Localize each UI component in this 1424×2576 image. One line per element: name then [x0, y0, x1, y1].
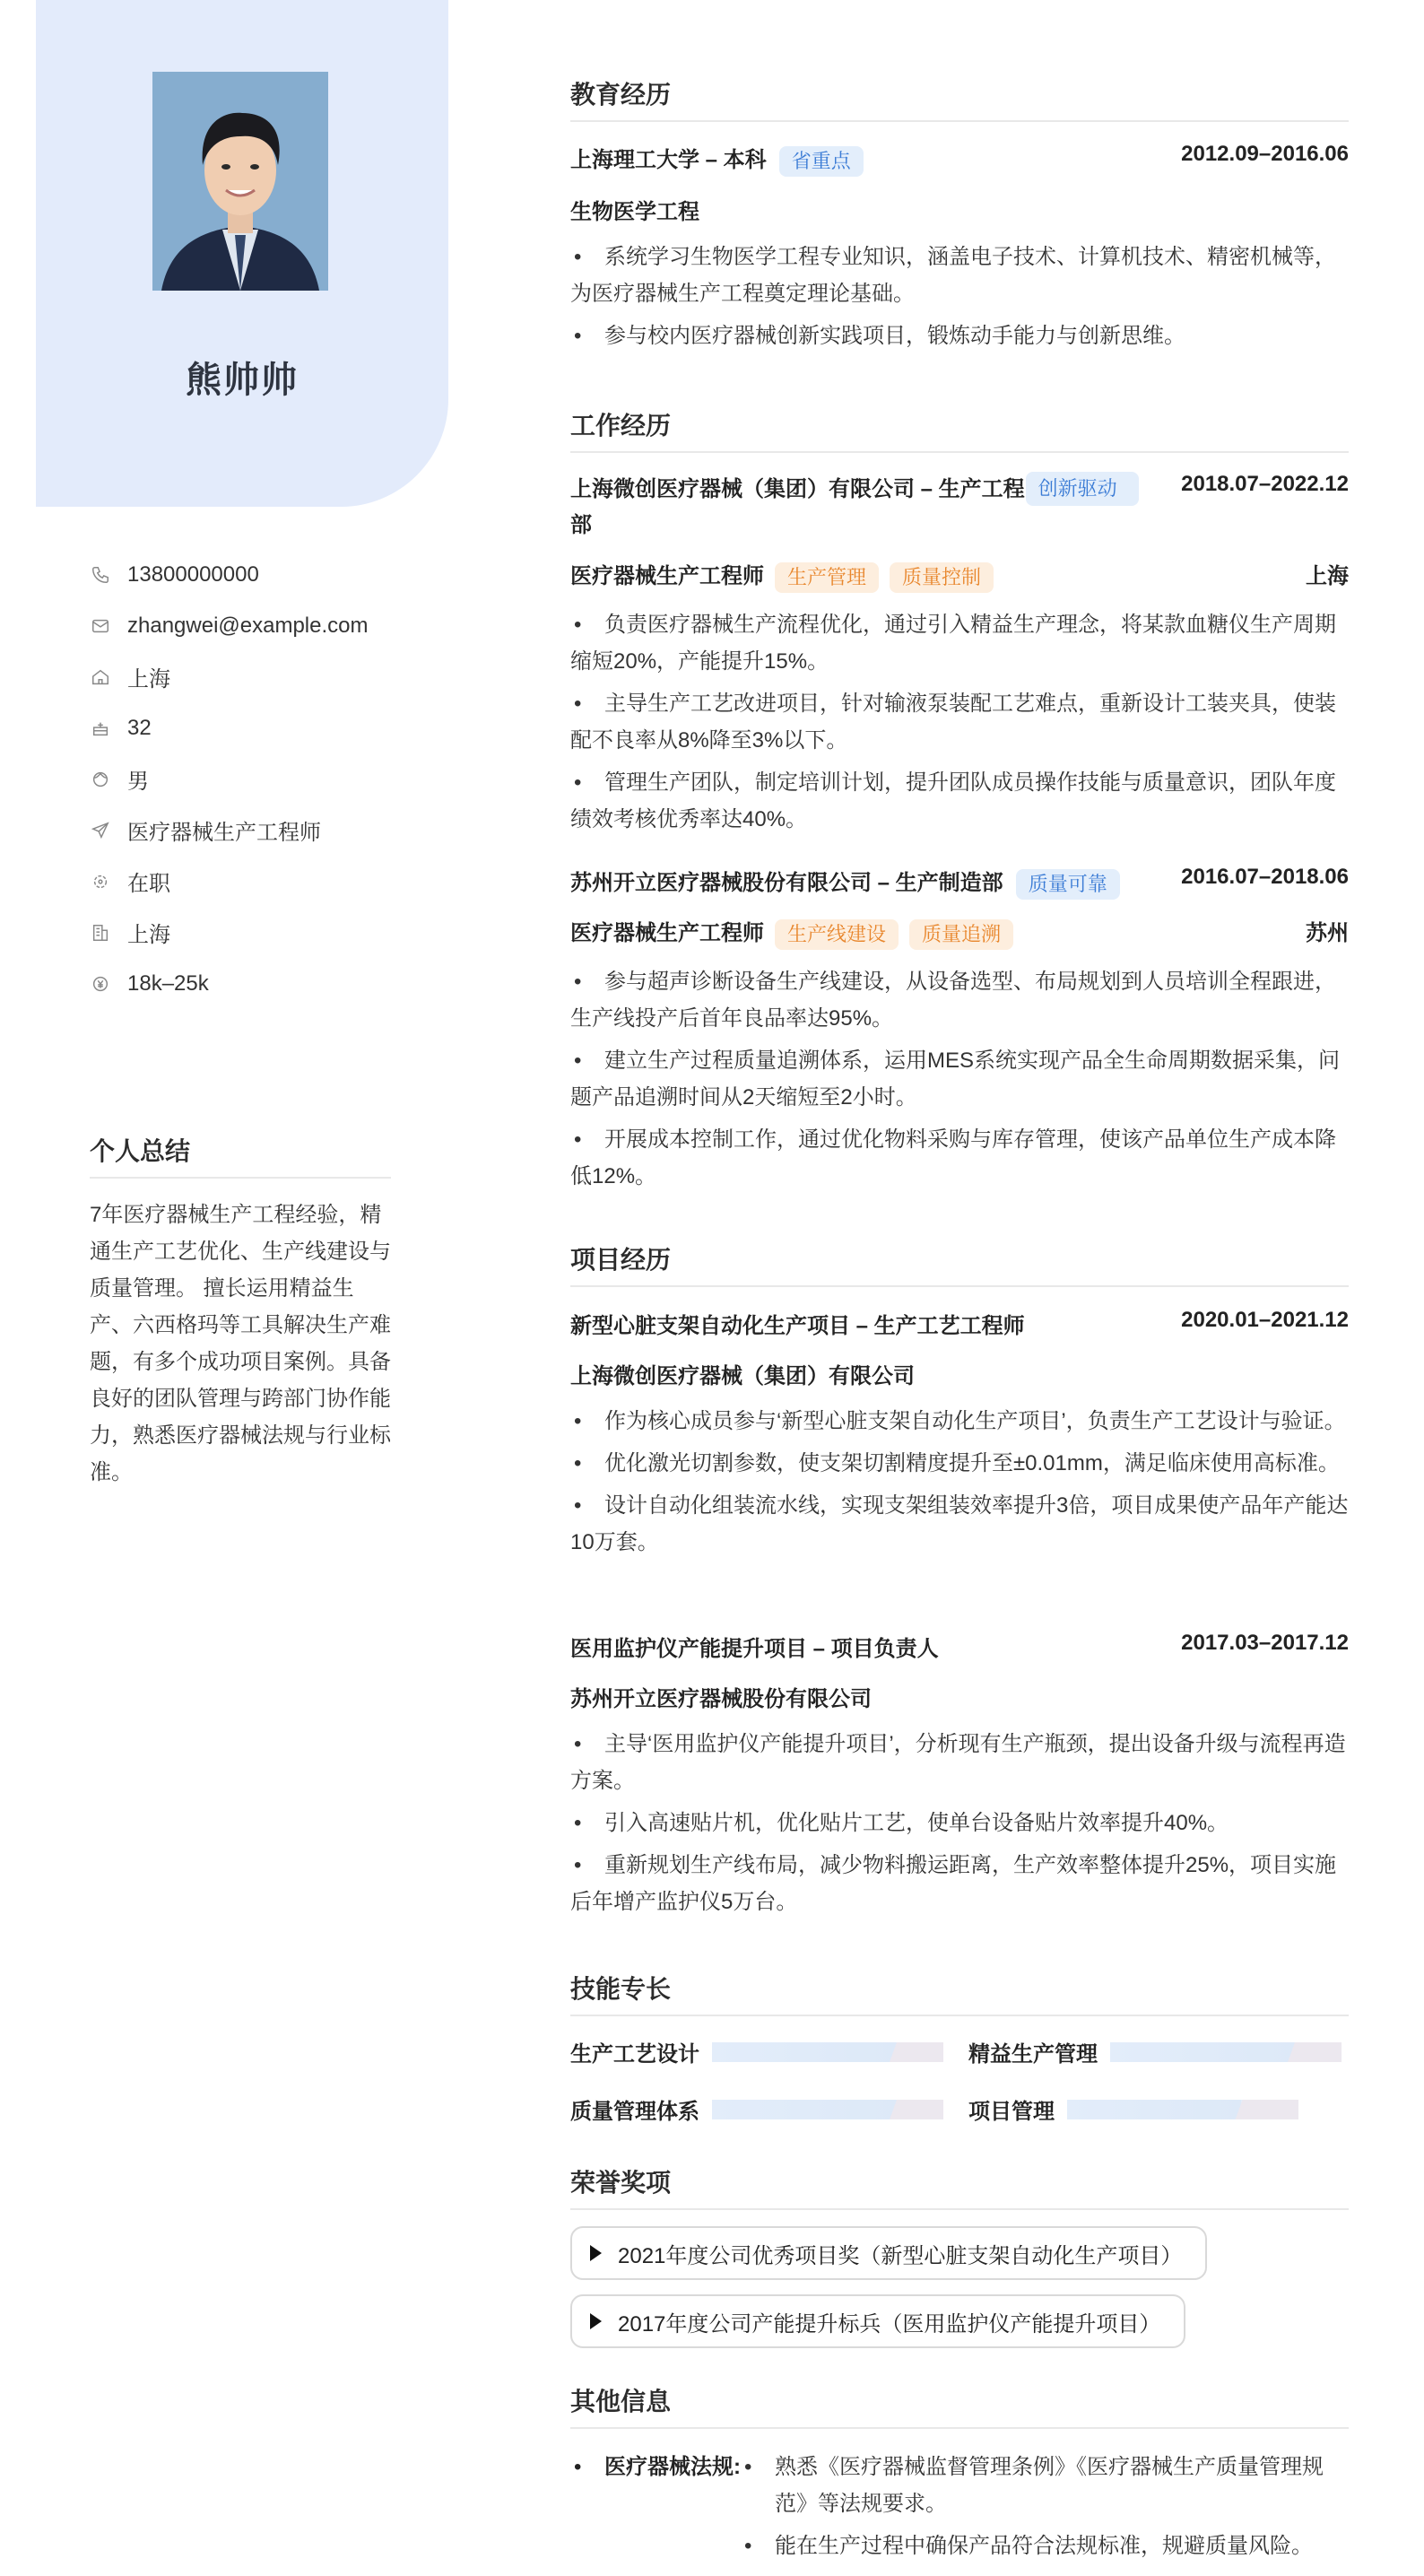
job-date: 2018.07–2022.12	[1181, 472, 1349, 496]
summary-title: 个人总结	[90, 1132, 391, 1179]
skill-bar	[1067, 2100, 1298, 2119]
contact-value: 18k–25k	[127, 970, 209, 996]
avatar	[152, 72, 328, 291]
contact-value: zhangwei@example.com	[127, 613, 369, 638]
job-bullets	[570, 606, 1349, 843]
award-item[interactable]	[570, 2294, 1185, 2348]
honors-title: 荣誉奖项	[570, 2163, 1349, 2210]
other-key: • 医疗器械法规:	[570, 2449, 741, 2570]
contact-age	[90, 702, 448, 753]
other-info	[570, 2449, 1349, 2570]
list-item: • 开展成本控制工作，通过优化物料采购与库存管理，使该产品单位生产成本降低12%。	[570, 1121, 1349, 1195]
education-header	[570, 142, 1349, 177]
skill-item	[570, 2093, 943, 2125]
list-item: • 参与校内医疗器械创新实践项目，锻炼动手能力与创新思维。	[570, 318, 1349, 354]
other-title: 其他信息	[570, 2382, 1349, 2429]
job-tag: 创新驱动	[1026, 472, 1139, 506]
project-header	[570, 1631, 1349, 1662]
job-role-line	[570, 915, 1013, 950]
list-item: • 管理生产团队，制定培训计划，提升团队成员操作技能与质量意识，团队年度绩效考核优秀率达40%。	[570, 764, 1349, 838]
gender-icon	[90, 769, 111, 790]
job-role: 医疗器械生产工程师	[570, 921, 764, 945]
contact-city	[90, 907, 448, 958]
list-item: • 负责医疗器械生产流程优化，通过引入精益生产理念，将某款血糖仪生产周期缩短20%，产能提升15%。	[570, 606, 1349, 680]
contact-position	[90, 805, 448, 856]
contact-phone	[90, 549, 448, 600]
projects-title: 项目经历	[570, 1240, 1349, 1287]
job-role-row	[570, 915, 1349, 950]
job-role-line	[570, 558, 994, 593]
phone-icon	[90, 564, 111, 586]
list-item: • 重新规划生产线布局，减少物料搬运距离，生产效率整体提升25%，项目实施后年增产监护仪5万台。	[570, 1847, 1349, 1920]
list-item	[741, 2449, 1349, 2522]
skill-name: 生产工艺设计	[570, 2042, 699, 2067]
job-city: 上海	[1306, 564, 1349, 588]
education-major: 生物医学工程	[570, 200, 699, 224]
project-bullets	[570, 1726, 1349, 1926]
building-icon	[90, 922, 111, 944]
education-tag: 省重点	[779, 146, 864, 177]
education-school: 上海理工大学 – 本科	[570, 148, 767, 172]
project-header	[570, 1308, 1349, 1339]
triangle-right-icon	[590, 2245, 602, 2261]
contact-salary	[90, 958, 448, 1009]
salary-icon	[90, 973, 111, 995]
job-role-row	[570, 558, 1349, 593]
project-name: 新型心脏支架自动化生产项目 – 生产工艺工程师	[570, 1314, 1025, 1338]
contact-value: 13800000000	[127, 561, 259, 587]
education-date: 2012.09–2016.06	[1181, 142, 1349, 166]
job-tag: 质量可靠	[1016, 869, 1120, 900]
job-header	[570, 472, 1349, 544]
project-bullets	[570, 1403, 1349, 1566]
skill-remaining	[1227, 2100, 1298, 2119]
status-icon	[90, 871, 111, 892]
job-role: 医疗器械生产工程师	[570, 564, 764, 588]
profile-card	[36, 0, 448, 507]
skill-name: 精益生产管理	[968, 2042, 1098, 2067]
education-bullets	[570, 239, 1349, 360]
contact-home	[90, 651, 448, 702]
skill-fill	[712, 2042, 897, 2062]
role-tag: 生产管理	[775, 562, 879, 593]
list-item: • 设计自动化组装流水线，实现支架组装效率提升3倍，项目成果使产品年产能达10万套。	[570, 1487, 1349, 1561]
contact-value: 在职	[127, 872, 170, 896]
award-text: 2017年度公司产能提升标兵（医用监护仪产能提升项目）	[618, 2311, 1161, 2337]
role-tag: 质量控制	[890, 562, 994, 593]
skill-item	[570, 2036, 943, 2067]
contact-value: 医疗器械生产工程师	[127, 821, 321, 845]
job-bullets	[570, 963, 1349, 1200]
skill-remaining	[883, 2042, 943, 2062]
project-date: 2017.03–2017.12	[1181, 1631, 1349, 1655]
cake-icon	[90, 718, 111, 739]
job-company-line	[570, 865, 1120, 900]
list-item-text: • 熟悉《医疗器械监督管理条例》《医疗器械生产质量管理规范》等法规要求。	[775, 2455, 1324, 2516]
skill-bar	[1110, 2042, 1342, 2062]
award-item[interactable]	[570, 2226, 1207, 2280]
home-icon	[90, 666, 111, 688]
job-header	[570, 865, 1349, 900]
mail-icon	[90, 615, 111, 637]
education-title: 教育经历	[570, 75, 1349, 122]
list-item: • 系统学习生物医学工程专业知识，涵盖电子技术、计算机技术、精密机械等，为医疗器械生产工程奠定理论基础。	[570, 239, 1349, 312]
job-tag-wrap	[1026, 472, 1139, 506]
skills-title: 技能专长	[570, 1970, 1349, 2016]
list-item: • 建立生产过程质量追溯体系，运用MES系统实现产品全生命周期数据采集，问题产品追溯时间从2天缩短至2小时。	[570, 1042, 1349, 1116]
contact-value: 上海	[127, 923, 170, 947]
project-company: 上海微创医疗器械（集团）有限公司	[570, 1364, 915, 1388]
job-company: 上海微创医疗器械（集团）有限公司 – 生产工程部	[570, 477, 1025, 537]
summary-text: 7年医疗器械生产工程经验，精通生产工艺优化、生产线建设与质量管理。 擅长运用精益生产、六西格玛等工具解决生产难题，有多个成功项目案例。具备良好的团队管理与跨部门协作能力，熟悉医疗器械法规与行业标准。	[90, 1203, 391, 1484]
other-list	[741, 2449, 1349, 2570]
contact-gender	[90, 753, 448, 805]
work-title: 工作经历	[570, 406, 1349, 453]
project-company: 苏州开立医疗器械股份有限公司	[570, 1687, 872, 1711]
skill-remaining	[1281, 2042, 1342, 2062]
job-city: 苏州	[1306, 921, 1349, 945]
list-item: • 作为核心成员参与‘新型心脏支架自动化生产项目’，负责生产工艺设计与验证。	[570, 1403, 1349, 1440]
role-tag: 质量追溯	[909, 919, 1013, 950]
list-item: • 引入高速贴片机，优化贴片工艺，使单台设备贴片效率提升40%。	[570, 1805, 1349, 1841]
contact-status	[90, 856, 448, 907]
skill-fill	[712, 2100, 897, 2119]
job-date: 2016.07–2018.06	[1181, 865, 1349, 889]
skill-fill	[1110, 2042, 1295, 2062]
sidebar	[0, 0, 502, 2576]
contact-value: 男	[127, 770, 149, 794]
contact-value: 上海	[127, 667, 170, 692]
skill-name: 质量管理体系	[570, 2100, 699, 2124]
award-text: 2021年度公司优秀项目奖（新型心脏支架自动化生产项目）	[618, 2243, 1183, 2268]
skill-name: 项目管理	[968, 2100, 1055, 2124]
other-row	[570, 2449, 1349, 2570]
list-item: • 主导生产工艺改进项目，针对输液泵装配工艺难点，重新设计工装夹具，使装配不良率从8%降至3%以下。	[570, 685, 1349, 759]
project-name: 医用监护仪产能提升项目 – 项目负责人	[570, 1637, 939, 1661]
skill-item	[968, 2093, 1298, 2125]
skill-fill	[1067, 2100, 1241, 2119]
skill-bar	[712, 2042, 943, 2062]
contact-email	[90, 600, 448, 651]
role-tag: 生产线建设	[775, 919, 899, 950]
avatar-photo	[152, 72, 328, 291]
contact-list	[90, 549, 448, 1009]
candidate-name: 熊帅帅	[186, 361, 299, 400]
skill-remaining	[883, 2100, 943, 2119]
triangle-right-icon	[590, 2313, 602, 2329]
skill-bar	[712, 2100, 943, 2119]
list-item: • 主导‘医用监护仪产能提升项目’，分析现有生产瓶颈，提出设备升级与流程再造方案。	[570, 1726, 1349, 1799]
project-date: 2020.01–2021.12	[1181, 1308, 1349, 1332]
skill-item	[968, 2036, 1342, 2067]
list-item: • 参与超声诊断设备生产线建设，从设备选型、布局规划到人员培训全程跟进，生产线投产后首年良品率达95%。	[570, 963, 1349, 1037]
job-company: 苏州开立医疗器械股份有限公司 – 生产制造部	[570, 871, 1003, 895]
send-icon	[90, 820, 111, 841]
list-item-text: • 能在生产过程中确保产品符合法规标准，规避质量风险。	[775, 2534, 1313, 2558]
contact-value: 32	[127, 715, 152, 740]
list-item: • 优化激光切割参数，使支架切割精度提升至±0.01mm，满足临床使用高标准。	[570, 1445, 1349, 1482]
list-item	[741, 2528, 1349, 2564]
education-school-line	[570, 142, 864, 177]
